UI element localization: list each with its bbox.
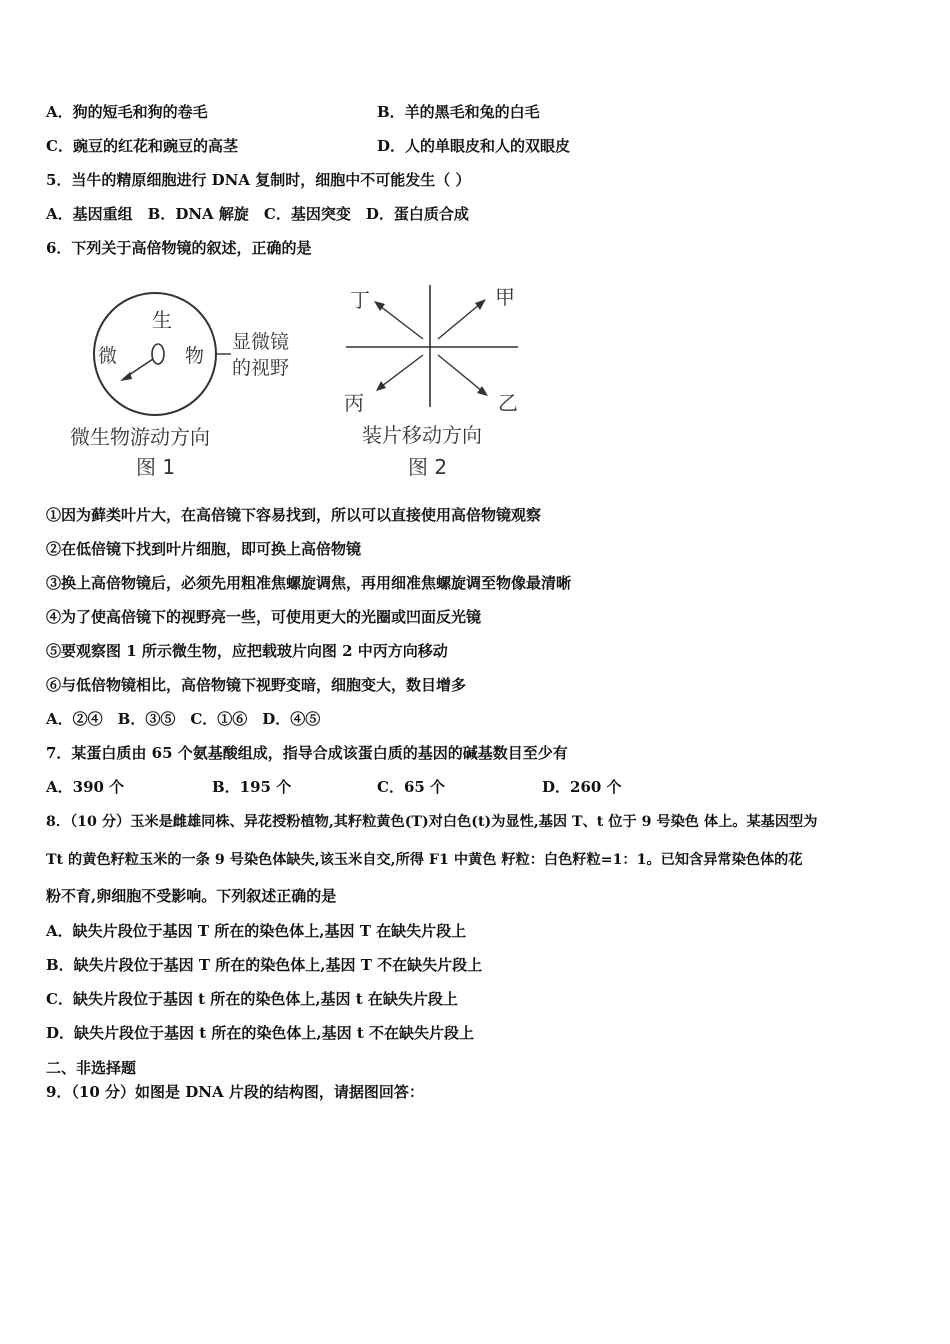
q6-options: A．②④ B．③⑤ C．①⑥ D．④⑤ [46, 710, 321, 728]
q7-stem: 7．某蛋白质由 65 个氨基酸组成，指导合成该蛋白质的基因的碱基数目至少有 [46, 744, 568, 762]
fig2-label-jia: 甲 [495, 285, 515, 309]
q8-stem-line-1: 8．（10 分）玉米是雌雄同株、异花授粉植物,其籽粒黄色(T)对白色(t)为显性,基因 T、t 位于 9 号染色 体上。某基因型为 [46, 814, 818, 830]
q5-options: A．基因重组 B．DNA 解旋 C．基因突变 D．蛋白质合成 [46, 205, 469, 223]
fig2-caption: 装片移动方向 [362, 423, 482, 447]
fig2-label-bing: 丙 [344, 391, 364, 415]
q4-option-a: A．狗的短毛和狗的卷毛 [46, 103, 208, 121]
fig1-side-label-2: 的视野 [232, 357, 290, 379]
q6-statement-2: ②在低倍镜下找到叶片细胞，即可换上高倍物镜 [46, 540, 362, 558]
q7-option-a: A．390 个 [46, 778, 125, 796]
fig1-side-label-1: 显微镜 [232, 331, 290, 353]
q6-statement-3: ③换上高倍物镜后，必须先用粗准焦螺旋调焦，再用细准焦螺旋调至物像最清晰 [46, 574, 572, 592]
q5-stem: 5．当牛的精原细胞进行 DNA 复制时，细胞中不可能发生（ ） [46, 171, 471, 189]
q6-stem: 6．下列关于高倍物镜的叙述，正确的是 [46, 239, 312, 257]
q7-option-b: B．195 个 [212, 778, 292, 796]
q4-option-c: C．豌豆的红花和豌豆的高茎 [46, 137, 238, 155]
q7-option-d: D．260 个 [542, 778, 622, 796]
q8-stem-line-2: Tt 的黄色籽粒玉米的一条 9 号染色体缺失,该玉米自交,所得 F1 中黄色 籽粒：白色籽粒=1：1。已知含异常染色体的花 [46, 852, 803, 868]
q6-statement-4: ④为了使高倍镜下的视野亮一些，可使用更大的光圈或凹面反光镜 [46, 608, 482, 626]
fig1-label: 图 1 [136, 455, 176, 479]
q6-statement-5: ⑤要观察图 1 所示微生物，应把载玻片向图 2 中丙方向移动 [46, 642, 448, 660]
q7-option-c: C．65 个 [377, 778, 446, 796]
q4-option-d: D．人的单眼皮和人的双眼皮 [377, 137, 571, 155]
figure-2-slide-directions [330, 282, 550, 482]
fig2-label: 图 2 [408, 455, 448, 479]
fig2-label-ding: 丁 [350, 288, 370, 312]
q8-option-b: B．缺失片段位于基因 T 所在的染色体上,基因 T 不在缺失片段上 [46, 956, 483, 974]
q6-statement-6: ⑥与低倍物镜相比，高倍物镜下视野变暗，细胞变大，数目增多 [46, 676, 467, 694]
section-title: 二、非选择题 [46, 1059, 137, 1077]
fig1-char-left: 微 [98, 345, 118, 367]
figure-1-microscope-field [60, 282, 320, 482]
q9-stem: 9．（10 分）如图是 DNA 片段的结构图，请据图回答： [46, 1083, 424, 1101]
q8-stem-line-3: 粉不育,卵细胞不受影响。下列叙述正确的是 [46, 887, 337, 905]
q6-statement-1: ①因为藓类叶片大，在高倍镜下容易找到，所以可以直接使用高倍物镜观察 [46, 506, 542, 524]
fig1-char-top: 生 [152, 308, 172, 332]
q4-option-b: B．羊的黑毛和兔的白毛 [377, 103, 540, 121]
q8-option-d: D．缺失片段位于基因 t 所在的染色体上,基因 t 不在缺失片段上 [46, 1024, 474, 1042]
q8-option-a: A．缺失片段位于基因 T 所在的染色体上,基因 T 在缺失片段上 [46, 922, 467, 940]
fig2-label-yi: 乙 [498, 391, 518, 415]
fig1-caption: 微生物游动方向 [70, 425, 210, 449]
fig1-char-right: 物 [185, 345, 205, 367]
q8-option-c: C．缺失片段位于基因 t 所在的染色体上,基因 t 在缺失片段上 [46, 990, 458, 1008]
